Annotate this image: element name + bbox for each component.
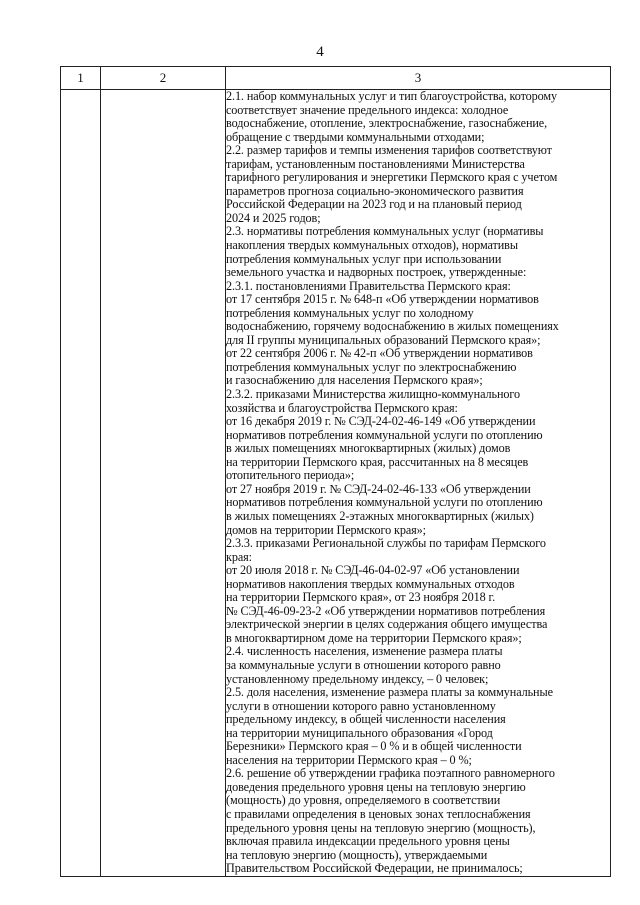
text-line: за коммунальные услуги в отношении которого равно	[226, 657, 501, 672]
text-line: от 20 июля 2018 г. № СЭД-46-04-02-97 «Об установлении	[226, 563, 520, 578]
text-line: отопительного периода»;	[226, 468, 355, 483]
text-line: в жилых помещениях многоквартирных (жилых) домов	[226, 441, 511, 456]
text-line: хозяйства и благоустройства Пермского края:	[226, 400, 458, 415]
text-line: электрической энергии в целях содержания общего имущества	[226, 617, 548, 632]
text-line: от 22 сентября 2006 г. № 42-п «Об утверждении нормативов	[226, 346, 533, 361]
text-line: включая правила индексации предельного уровня цены	[226, 834, 510, 849]
text-line: нормативов накопления твердых коммунальных отходов	[226, 576, 515, 591]
text-line: от 27 ноября 2019 г. № СЭД-24-02-46-133 «Об утверждении	[226, 481, 531, 496]
table-header-row	[61, 67, 611, 90]
text-line: доведения предельного уровня цены на тепловую энергию	[226, 779, 526, 794]
text-line: на территории Пермского края, рассчитанных на 8 месяцев	[226, 454, 529, 469]
text-line: Правительством Российской Федерации, не принималось;	[226, 861, 523, 876]
text-line: от 16 декабря 2019 г. № СЭД-24-02-46-149 «Об утверждении	[226, 414, 536, 429]
text-line: потребления коммунальных услуг по холодному	[226, 305, 474, 320]
text-line: населения на территории Пермского края – 0 %;	[226, 752, 472, 767]
text-line: с правилами определения в ценовых зонах теплоснабжения	[226, 806, 531, 821]
text-line: водоснабжению, горячему водоснабжению в жилых помещениях	[226, 319, 559, 334]
text-line: нормативов потребления коммунальной услуги по отоплению	[226, 427, 543, 442]
text-line: потребления коммунальных услуг по электроснабжению	[226, 359, 517, 374]
text-line: 2.3.1. постановлениями Правительства Пермского края:	[226, 278, 511, 293]
text-line: в жилых помещениях 2-этажных многоквартирных (жилых)	[226, 508, 534, 523]
text-line: потребления коммунальных услуг при использовании	[226, 251, 502, 266]
text-line: нормативов потребления коммунальной услуги по отоплению	[226, 495, 543, 510]
text-line: и газоснабжению для населения Пермского края»;	[226, 373, 483, 388]
column-2-cell	[101, 90, 226, 877]
column-header-2: 2	[101, 67, 226, 90]
text-line: края:	[226, 549, 252, 564]
text-lines	[226, 90, 610, 876]
page-number: 4	[316, 44, 324, 60]
column-1-cell	[61, 90, 101, 877]
text-line: Березники» Пермского края – 0 % и в общей численности	[226, 739, 522, 754]
text-line: 2.5. доля населения, изменение размера платы за коммунальные	[226, 685, 553, 700]
text-line: параметров прогноза социально-экономического развития	[226, 183, 524, 198]
text-line: на тепловую энергию (мощность), утверждаемыми	[226, 847, 488, 862]
text-line: 2.1. набор коммунальных услуг и тип благоустройства, которому	[226, 89, 558, 103]
text-line: услуги в отношении которого равно установленному	[226, 698, 496, 713]
text-line: для II группы муниципальных образований Пермского края»;	[226, 332, 541, 347]
text-line: земельного участка и надворных построек, утвержденные:	[226, 265, 527, 280]
text-line: 2.4. численность населения, изменение размера платы	[226, 644, 503, 659]
text-line: 2.3. нормативы потребления коммунальных услуг (нормативы	[226, 224, 544, 239]
text-line: предельного уровня цены на тепловую энергию (мощность),	[226, 820, 536, 835]
text-line: на территории муниципального образования «Город	[226, 725, 493, 740]
text-line: 2024 и 2025 годов;	[226, 210, 321, 225]
text-line: (мощность) до уровня, определяемого в соответствии	[226, 793, 501, 808]
text-line: от 17 сентября 2015 г. № 648-п «Об утверждении нормативов	[226, 292, 539, 307]
text-line: накопления твердых коммунальных отходов), нормативы	[226, 238, 518, 253]
text-line: тарифам, установленным постановлениями Министерства	[226, 156, 525, 171]
text-line: обращение с твердыми коммунальными отходами;	[226, 129, 485, 144]
text-line: домов на территории Пермского края»;	[226, 522, 426, 537]
text-line: 2.2. размер тарифов и темпы изменения тарифов соответствуют	[226, 143, 552, 158]
text-line: соответствует значение предельного индекса: холодное	[226, 102, 509, 117]
text-line: установленному предельному индексу, – 0 человек;	[226, 671, 489, 686]
text-line: 2.3.3. приказами Региональной службы по тарифам Пермского	[226, 536, 546, 551]
text-line: 2.3.2. приказами Министерства жилищно-коммунального	[226, 387, 520, 402]
text-line: Российской Федерации на 2023 год и на плановый период	[226, 197, 522, 212]
text-line: водоснабжение, отопление, электроснабжение, газоснабжение,	[226, 116, 548, 131]
text-line: предельному индексу, в общей численности населения	[226, 712, 506, 727]
column-3-text-cell	[226, 90, 611, 877]
text-line: на территории Пермского края», от 23 ноября 2018 г.	[226, 590, 496, 605]
table-body-row	[61, 90, 611, 877]
text-line: № СЭД-46-09-23-2 «Об утверждении нормативов потребления	[226, 603, 546, 618]
text-line: тарифного регулирования и энергетики Пермского края с учетом	[226, 170, 558, 185]
text-line: 2.6. решение об утверждении графика поэтапного равномерного	[226, 766, 555, 781]
document-table	[60, 66, 611, 877]
text-line: в многоквартирном доме на территории Пермского края»;	[226, 630, 522, 645]
column-header-3: 3	[226, 67, 611, 90]
column-header-1: 1	[61, 67, 101, 90]
